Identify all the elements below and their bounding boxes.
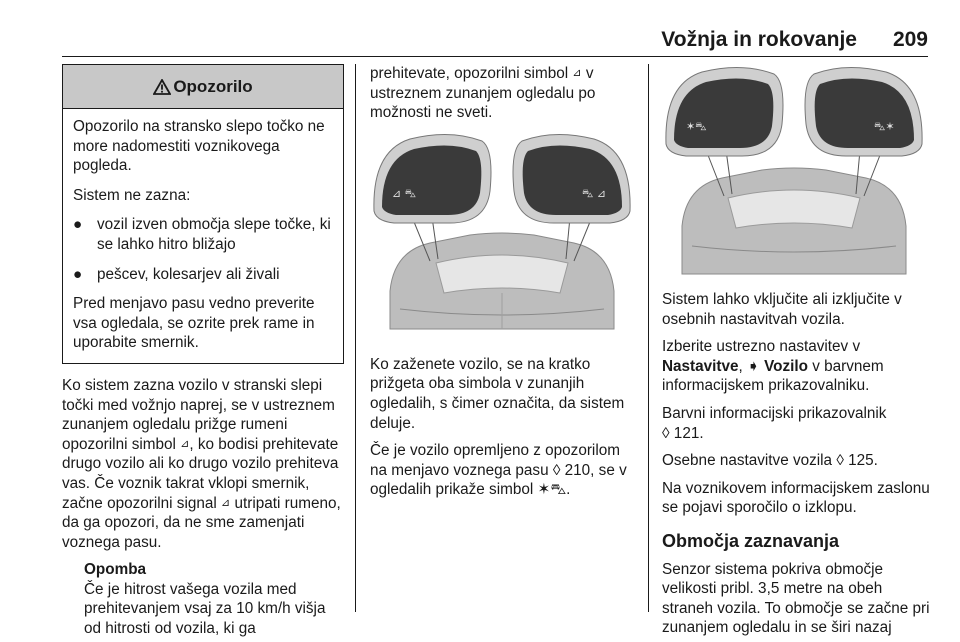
blind-spot-icon: ⊿ (221, 496, 231, 509)
note-title: Opomba (84, 561, 147, 579)
blind-spot-icon: ⊿ (180, 437, 190, 450)
note (62, 560, 344, 638)
mirror-illustration (662, 64, 926, 276)
body-paragraph: Sistem lahko vključite ali izključite v osebnih nastavitvah vozila. (662, 291, 902, 328)
column-divider (648, 64, 649, 612)
lane-change-icon: ✶⛍ (537, 481, 567, 499)
warning-body (63, 109, 343, 363)
note-text: Če je hitrost vašega vozila med prehitevanjem vsaj za 10 km/h višja od hitrosti od vozila, ki ga (84, 580, 326, 638)
body-paragraph: Barvni informacijski prikazovalnik ◊ 121. (662, 404, 887, 442)
body-paragraph: Ko zaženete vozilo, se na kratko prižgeta oba simbola v zunanjih ogledalih, s čimer označita, da sistem deluje. (370, 355, 625, 432)
column-1 (62, 64, 344, 639)
warning-text: Pred menjavo pasu vedno preverite vsa ogledala, se ozrite prek rame in uporabite smernik. (73, 295, 315, 352)
body-paragraph: Izberite ustrezno nastavitev v Nastavitve, ➧ Vozilo v barvnem informacijskem prikazovalniku. (662, 338, 884, 395)
warning-title: Opozorilo (173, 76, 253, 96)
bullet-icon: ● (73, 216, 83, 234)
menu-path-vehicle: ➧ Vozilo (747, 357, 809, 375)
svg-text:⛍✶: ⛍✶ (874, 120, 895, 133)
body-paragraph: Ko sistem zazna vozilo v stranski slepi točki med vožnjo naprej, se v ustreznem zunanjem ogledalu prižge rumeni opozorilni simbol ⊿, ko bodisi prehitevate drugo vozilo ali ko drugo vozilo prehiteva vas. Če voznik takrat vklopi smernik, začne opozorilni signal ⊿ utripati rumeno, da ga opozori, da ne sme zamenjati voznega pasu. (62, 376, 341, 551)
page-header (661, 22, 928, 52)
warning-box (62, 64, 344, 364)
warning-text: Sistem ne zazna: (73, 186, 191, 204)
reference-arrow-icon: ◊ (836, 452, 844, 470)
blind-spot-icon: ⊿ (572, 67, 582, 79)
body-paragraph: Na voznikovem informacijskem zaslonu se pojavi sporočilo o izklopu. (662, 479, 930, 517)
body-paragraph: prehitevate, opozorilni simbol ⊿ v ustreznem zunanjem ogledalu po možnosti ne sveti. (370, 65, 596, 122)
warning-header (63, 65, 343, 109)
list-item: ● vozil izven območja slepe točke, ki se lahko hitro bližajo (73, 216, 331, 253)
mirror-illustration (370, 131, 634, 341)
chapter-title: Vožnja in rokovanje (661, 28, 857, 51)
reference-arrow-icon: ◊ (662, 424, 670, 442)
reference-arrow-icon: ◊ (552, 461, 561, 479)
nav-arrow-icon: ➧ (747, 357, 760, 375)
svg-text:⛍ ⊿: ⛍ ⊿ (582, 186, 607, 200)
header-rule (62, 56, 928, 57)
bullet-icon: ● (73, 265, 83, 283)
column-3 (662, 64, 930, 642)
svg-text:⊿ ⛍: ⊿ ⛍ (392, 186, 417, 200)
column-divider (355, 64, 356, 612)
section-title: Območja zaznavanja (662, 530, 840, 551)
body-paragraph: Osebne nastavitve vozila ◊ 125. (662, 452, 878, 470)
menu-path-settings: Nastavitve (662, 357, 739, 375)
body-paragraph: Senzor sistema pokriva območje velikosti pribl. 3,5 metre na obeh straneh vozila. To območje se začne pri zunanjem ogledalu in se širi nazaj (662, 560, 930, 637)
list-item: ● pešcev, kolesarjev ali živali (73, 265, 280, 283)
body-paragraph: Če je vozilo opremljeno z opozorilom na menjavo voznega pasu ◊ 210, se v ogledalih prikaže simbol ✶⛍. (370, 442, 627, 499)
column-2 (370, 64, 636, 508)
svg-text:✶⛍: ✶⛍ (686, 120, 707, 133)
page-number: 209 (892, 28, 928, 51)
warning-text: Opozorilo na stransko slepo točko ne more nadomestiti voznikovega pogleda. (73, 118, 325, 175)
warning-triangle-icon (153, 79, 171, 95)
